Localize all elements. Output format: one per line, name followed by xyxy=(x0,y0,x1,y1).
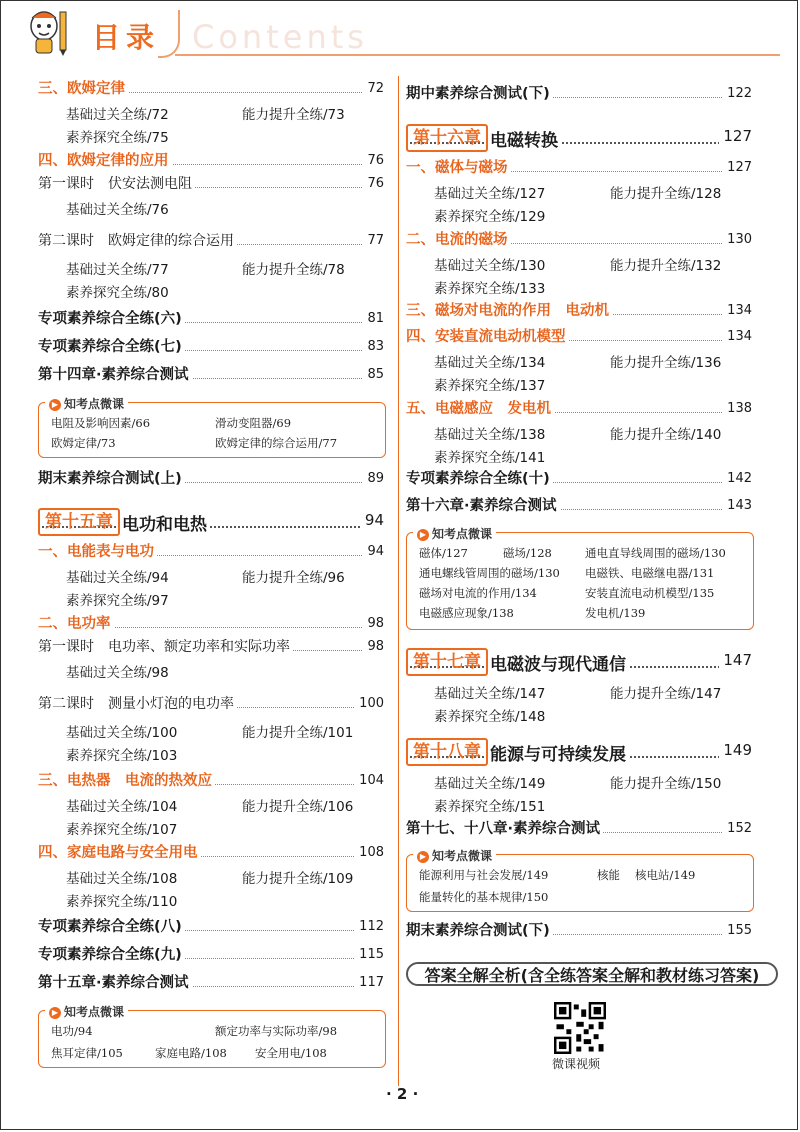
toc-sub[interactable]: 基础过关全练/100 xyxy=(66,725,178,741)
chapter-title: 电磁转换 xyxy=(490,126,561,151)
knowledge-item[interactable]: 通电螺线管周围的磁场/130 xyxy=(419,566,560,580)
knowledge-box xyxy=(38,1005,386,1068)
qr-caption: 微课视频 xyxy=(552,1057,601,1071)
toc-sub[interactable]: 基础过关全练/108 xyxy=(66,871,178,887)
chapter-header[interactable] xyxy=(406,124,752,150)
toc-entry[interactable]: 第二课时 测量小灯泡的电功率 100 xyxy=(38,696,384,712)
play-icon: ▶ xyxy=(49,1007,61,1019)
toc-entry[interactable]: 三、电热器 电流的热效应 104 xyxy=(38,773,384,789)
toc-entry[interactable]: 专项素养综合全练(十) 142 xyxy=(406,471,752,487)
knowledge-item[interactable]: 电磁铁、电磁继电器/131 xyxy=(585,566,715,580)
toc-entry[interactable]: 四、安装直流电动机模型 134 xyxy=(406,329,752,345)
toc-entry[interactable]: 五、电磁感应 发电机 138 xyxy=(406,401,752,417)
knowledge-item[interactable]: 安全用电/108 xyxy=(255,1046,327,1060)
toc-entry[interactable]: 二、电流的磁场 130 xyxy=(406,232,752,248)
toc-sub[interactable]: 能力提升全练/96 xyxy=(242,570,345,586)
toc-entry[interactable]: 第十七、十八章·素养综合测试 152 xyxy=(406,821,752,837)
knowledge-item[interactable]: 能量转化的基本规律/150 xyxy=(419,890,549,904)
knowledge-item[interactable]: 欧姆定律/73 xyxy=(51,436,116,450)
knowledge-tag: ▶ 知考点微课 xyxy=(413,525,496,542)
toc-sub[interactable]: 素养探究全练/97 xyxy=(66,593,169,609)
chapter-label: 第十七章 xyxy=(406,648,488,676)
toc-entry[interactable]: 第十六章·素养综合测试 143 xyxy=(406,498,752,514)
toc-entry[interactable]: 一、磁体与磁场 127 xyxy=(406,160,752,176)
chapter-title: 电功和电热 xyxy=(122,510,210,535)
answers-banner[interactable]: 答案全解全析(含全练答案全解和教材练习答案) xyxy=(406,962,778,986)
toc-entry[interactable]: 三、欧姆定律 72 xyxy=(38,81,384,97)
knowledge-item[interactable]: 能源利用与社会发展/149 xyxy=(419,868,549,882)
knowledge-item[interactable]: 发电机/139 xyxy=(585,606,646,620)
toc-sub[interactable]: 能力提升全练/78 xyxy=(242,262,345,278)
toc-entry[interactable]: 期末素养综合测试(下) 155 xyxy=(406,923,752,939)
toc-sub[interactable]: 基础过关全练/104 xyxy=(66,799,178,815)
toc-sub[interactable]: 素养探究全练/107 xyxy=(66,822,178,838)
knowledge-item[interactable]: 焦耳定律/105 xyxy=(51,1046,123,1060)
toc-sub[interactable]: 素养探究全练/137 xyxy=(434,378,546,394)
toc-entry[interactable]: 专项素养综合全练(九) 115 xyxy=(38,947,384,963)
knowledge-item[interactable]: 滑动变阻器/69 xyxy=(215,416,292,430)
toc-sub[interactable]: 基础过关全练/72 xyxy=(66,107,169,123)
chapter-label: 第十六章 xyxy=(406,124,488,152)
toc-entry[interactable]: 第十五章·素养综合测试 117 xyxy=(38,975,384,991)
chapter-title: 能源与可持续发展 xyxy=(490,740,629,765)
toc-sub[interactable]: 素养探究全练/141 xyxy=(434,450,546,466)
toc-sub[interactable]: 素养探究全练/80 xyxy=(66,285,169,301)
toc-entry[interactable]: 专项素养综合全练(八) 112 xyxy=(38,919,384,935)
toc-entry[interactable]: 专项素养综合全练(七) 83 xyxy=(38,339,384,355)
knowledge-tag: ▶ 知考点微课 xyxy=(413,847,496,864)
knowledge-tag: ▶ 知考点微课 xyxy=(45,1003,128,1020)
toc-sub[interactable]: 能力提升全练/150 xyxy=(610,776,722,792)
toc-sub[interactable]: 基础过关全练/147 xyxy=(434,686,546,702)
toc-sub[interactable]: 素养探究全练/148 xyxy=(434,709,546,725)
toc-sub[interactable]: 能力提升全练/109 xyxy=(242,871,354,887)
toc-sub[interactable]: 能力提升全练/106 xyxy=(242,799,354,815)
mascot-icon xyxy=(20,6,80,56)
toc-sub[interactable]: 能力提升全练/101 xyxy=(242,725,354,741)
knowledge-box xyxy=(406,849,754,912)
knowledge-item[interactable]: 通电直导线周围的磁场/130 xyxy=(585,546,726,560)
toc-sub[interactable]: 能力提升全练/73 xyxy=(242,107,345,123)
toc-sub[interactable]: 基础过关全练/134 xyxy=(434,355,546,371)
chapter-page: 149 xyxy=(719,741,752,759)
knowledge-box xyxy=(406,527,754,630)
chapter-label: 第十八章 xyxy=(406,738,488,766)
knowledge-item[interactable]: 家庭电路/108 xyxy=(155,1046,227,1060)
knowledge-item[interactable]: 欧姆定律的综合运用/77 xyxy=(215,436,338,450)
toc-entry[interactable]: 第二课时 欧姆定律的综合运用 77 xyxy=(38,233,384,249)
chapter-header[interactable] xyxy=(406,738,752,764)
knowledge-item[interactable]: 电磁感应现象/138 xyxy=(419,606,514,620)
knowledge-tag: ▶ 知考点微课 xyxy=(45,395,128,412)
knowledge-item[interactable]: 磁场对电流的作用/134 xyxy=(419,586,537,600)
toc-sub[interactable]: 能力提升全练/132 xyxy=(610,258,722,274)
play-icon: ▶ xyxy=(417,529,429,541)
toc-sub[interactable]: 能力提升全练/147 xyxy=(610,686,722,702)
chapter-header[interactable] xyxy=(38,508,384,534)
toc-sub[interactable]: 素养探究全练/75 xyxy=(66,130,169,146)
knowledge-item[interactable]: 电阻及影响因素/66 xyxy=(51,416,151,430)
page-number: · 2 · xyxy=(386,1085,419,1103)
knowledge-item[interactable]: 核电站/149 xyxy=(635,868,696,882)
page-subtitle: Contents xyxy=(192,18,368,56)
toc-sub[interactable]: 基础过关全练/138 xyxy=(434,427,546,443)
toc-entry[interactable]: 专项素养综合全练(六) 81 xyxy=(38,311,384,327)
qr-code-icon[interactable] xyxy=(554,1002,606,1054)
play-icon: ▶ xyxy=(417,851,429,863)
toc-sub[interactable]: 素养探究全练/151 xyxy=(434,799,546,815)
toc-sub[interactable]: 素养探究全练/129 xyxy=(434,209,546,225)
knowledge-item[interactable]: 磁场/128 xyxy=(503,546,552,560)
toc-entry[interactable]: 第十四章·素养综合测试 85 xyxy=(38,367,384,383)
knowledge-box xyxy=(38,397,386,458)
page-title: 目录 xyxy=(92,21,161,54)
toc-sub[interactable]: 基础过关全练/127 xyxy=(434,186,546,202)
toc-sub[interactable]: 能力提升全练/140 xyxy=(610,427,722,443)
toc-sub[interactable]: 基础过关全练/77 xyxy=(66,262,169,278)
toc-entry[interactable]: 第一课时 电功率、额定功率和实际功率 98 xyxy=(38,639,384,655)
toc-entry[interactable]: 二、电功率 98 xyxy=(38,616,384,632)
toc-sub[interactable]: 基础过关全练/76 xyxy=(66,202,169,218)
knowledge-item[interactable]: 磁体/127 xyxy=(419,546,468,560)
toc-sub[interactable]: 基础过关全练/94 xyxy=(66,570,169,586)
knowledge-item[interactable]: 安装直流电动机模型/135 xyxy=(585,586,715,600)
knowledge-item[interactable]: 额定功率与实际功率/98 xyxy=(215,1024,338,1038)
toc-entry[interactable]: 期末素养综合测试(上) 89 xyxy=(38,471,384,487)
chapter-header[interactable] xyxy=(406,648,752,674)
chapter-title: 电磁波与现代通信 xyxy=(490,650,629,675)
column-divider xyxy=(398,76,399,1086)
toc-sub[interactable]: 素养探究全练/110 xyxy=(66,894,178,910)
knowledge-item[interactable]: 电功/94 xyxy=(51,1024,93,1038)
toc-sub[interactable]: 素养探究全练/103 xyxy=(66,748,178,764)
toc-entry[interactable]: 期中素养综合测试(下) 122 xyxy=(406,86,752,102)
toc-sub[interactable]: 基础过关全练/130 xyxy=(434,258,546,274)
toc-sub[interactable]: 能力提升全练/136 xyxy=(610,355,722,371)
toc-sub[interactable]: 基础过关全练/149 xyxy=(434,776,546,792)
chapter-label: 第十五章 xyxy=(38,508,120,536)
toc-entry[interactable]: 四、家庭电路与安全用电 108 xyxy=(38,845,384,861)
chapter-page: 94 xyxy=(361,511,384,529)
knowledge-item[interactable]: 核能 xyxy=(597,868,620,882)
play-icon: ▶ xyxy=(49,399,61,411)
toc-entry[interactable]: 第一课时 伏安法测电阻 76 xyxy=(38,176,384,192)
chapter-page: 127 xyxy=(719,127,752,145)
toc-sub[interactable]: 能力提升全练/128 xyxy=(610,186,722,202)
toc-sub[interactable]: 基础过关全练/98 xyxy=(66,665,169,681)
toc-entry[interactable]: 一、电能表与电功 94 xyxy=(38,544,384,560)
toc-sub[interactable]: 素养探究全练/133 xyxy=(434,281,546,297)
chapter-page: 147 xyxy=(719,651,752,669)
toc-entry[interactable]: 四、欧姆定律的应用 76 xyxy=(38,153,384,169)
toc-entry[interactable]: 三、磁场对电流的作用 电动机 134 xyxy=(406,303,752,319)
